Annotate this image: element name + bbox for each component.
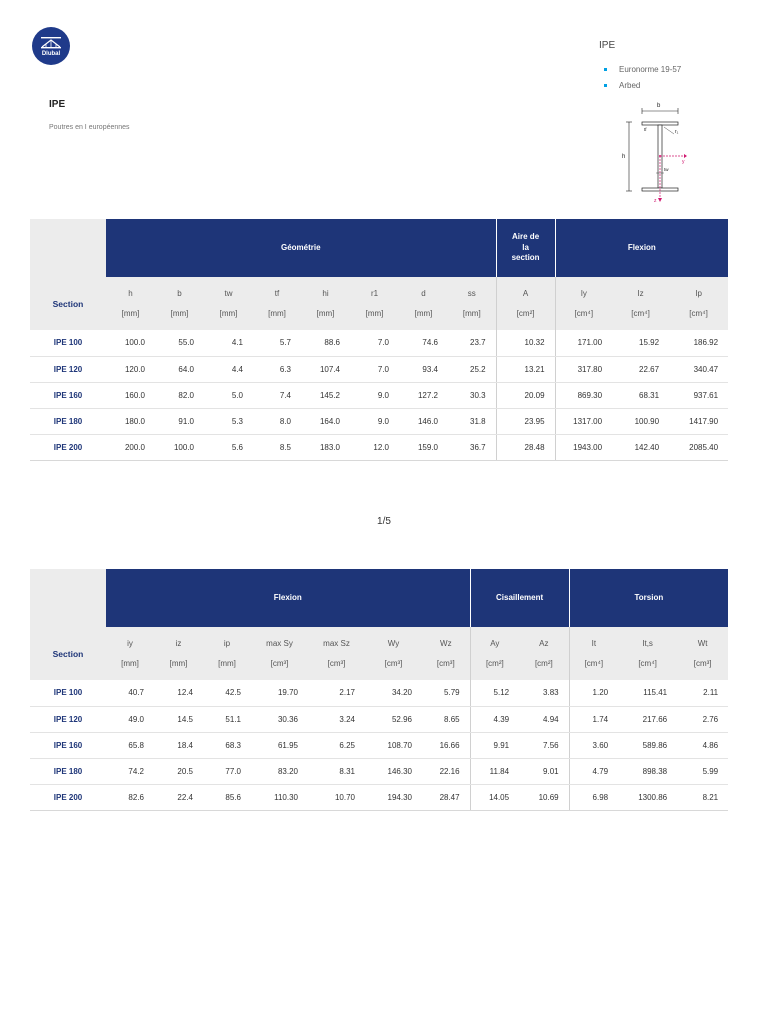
value-cell: 4.39 xyxy=(470,706,519,732)
band-torsion: Torsion xyxy=(569,569,728,627)
section-cell: IPE 180 xyxy=(30,758,106,784)
value-cell: 160.0 xyxy=(106,382,155,408)
table-header-row xyxy=(30,627,728,680)
label-y: y xyxy=(682,159,685,165)
value-cell: 51.1 xyxy=(203,706,251,732)
value-cell: 14.5 xyxy=(154,706,203,732)
value-cell: 23.7 xyxy=(448,330,496,356)
value-cell: 146.0 xyxy=(399,408,448,434)
value-cell: 4.4 xyxy=(204,356,253,382)
col-header: Wt [cm³] xyxy=(677,627,728,680)
value-cell: 8.65 xyxy=(422,706,470,732)
value-cell: 85.6 xyxy=(203,784,251,810)
label-r1: r₁ xyxy=(675,129,679,135)
section-header: Section xyxy=(30,277,106,330)
value-cell: 91.0 xyxy=(155,408,204,434)
col-header: Ip [cm⁴] xyxy=(669,277,728,330)
table-header-row xyxy=(30,277,728,330)
value-cell: 65.8 xyxy=(106,732,154,758)
value-cell: 93.4 xyxy=(399,356,448,382)
table-row xyxy=(30,784,728,810)
value-cell: 1300.86 xyxy=(618,784,677,810)
value-cell: 74.2 xyxy=(106,758,154,784)
value-cell: 340.47 xyxy=(669,356,728,382)
section-cell: IPE 100 xyxy=(30,330,106,356)
table-row xyxy=(30,408,728,434)
value-cell: 12.4 xyxy=(154,680,203,706)
col-header: tw [mm] xyxy=(204,277,253,330)
value-cell: 42.5 xyxy=(203,680,251,706)
value-cell: 107.4 xyxy=(301,356,350,382)
band-cisaillement: Cisaillement xyxy=(470,569,569,627)
value-cell: 2.76 xyxy=(677,706,728,732)
value-cell: 1.20 xyxy=(569,680,618,706)
value-cell: 31.8 xyxy=(448,408,496,434)
value-cell: 4.79 xyxy=(569,758,618,784)
value-cell: 317.80 xyxy=(555,356,612,382)
value-cell: 20.5 xyxy=(154,758,203,784)
label-z: z xyxy=(654,198,657,204)
value-cell: 30.3 xyxy=(448,382,496,408)
value-cell: 9.01 xyxy=(519,758,569,784)
col-header: Ay [cm²] xyxy=(470,627,519,680)
value-cell: 61.95 xyxy=(251,732,308,758)
value-cell: 5.0 xyxy=(204,382,253,408)
table-row xyxy=(30,758,728,784)
value-cell: 200.0 xyxy=(106,434,155,460)
table-row xyxy=(30,434,728,460)
value-cell: 127.2 xyxy=(399,382,448,408)
col-header: d [mm] xyxy=(399,277,448,330)
value-cell: 12.0 xyxy=(350,434,399,460)
band-flexion: Flexion xyxy=(106,569,470,627)
value-cell: 18.4 xyxy=(154,732,203,758)
value-cell: 8.5 xyxy=(253,434,301,460)
col-header: ss [mm] xyxy=(448,277,496,330)
col-header: hi [mm] xyxy=(301,277,350,330)
table-band-row xyxy=(30,219,728,277)
value-cell: 6.3 xyxy=(253,356,301,382)
value-cell: 23.95 xyxy=(496,408,555,434)
table-band-row xyxy=(30,569,728,627)
value-cell: 64.0 xyxy=(155,356,204,382)
value-cell: 110.30 xyxy=(251,784,308,810)
value-cell: 55.0 xyxy=(155,330,204,356)
col-header: h [mm] xyxy=(106,277,155,330)
section-cell: IPE 100 xyxy=(30,680,106,706)
value-cell: 5.6 xyxy=(204,434,253,460)
value-cell: 8.0 xyxy=(253,408,301,434)
col-header: b [mm] xyxy=(155,277,204,330)
value-cell: 9.0 xyxy=(350,408,399,434)
col-header: iz [mm] xyxy=(154,627,203,680)
col-header: max Sz [cm³] xyxy=(308,627,365,680)
table1-body xyxy=(30,330,728,460)
value-cell: 3.24 xyxy=(308,706,365,732)
value-cell: 68.31 xyxy=(612,382,669,408)
value-cell: 171.00 xyxy=(555,330,612,356)
value-cell: 1317.00 xyxy=(555,408,612,434)
value-cell: 15.92 xyxy=(612,330,669,356)
value-cell: 589.86 xyxy=(618,732,677,758)
col-header: Wz [cm³] xyxy=(422,627,470,680)
value-cell: 120.0 xyxy=(106,356,155,382)
value-cell: 869.30 xyxy=(555,382,612,408)
col-header: Az [cm²] xyxy=(519,627,569,680)
table-row xyxy=(30,706,728,732)
value-cell: 68.3 xyxy=(203,732,251,758)
value-cell: 4.1 xyxy=(204,330,253,356)
properties-table xyxy=(30,569,728,811)
value-cell: 11.84 xyxy=(470,758,519,784)
value-cell: 22.67 xyxy=(612,356,669,382)
value-cell: 49.0 xyxy=(106,706,154,732)
value-cell: 217.66 xyxy=(618,706,677,732)
col-header: tf [mm] xyxy=(253,277,301,330)
section-cell: IPE 160 xyxy=(30,732,106,758)
value-cell: 5.12 xyxy=(470,680,519,706)
bullet-icon xyxy=(604,68,607,71)
value-cell: 13.21 xyxy=(496,356,555,382)
value-cell: 8.21 xyxy=(677,784,728,810)
col-header: Wy [cm³] xyxy=(365,627,422,680)
bullet-icon xyxy=(604,84,607,87)
value-cell: 164.0 xyxy=(301,408,350,434)
value-cell: 74.6 xyxy=(399,330,448,356)
col-header: Iz [cm⁴] xyxy=(612,277,669,330)
band-area: Aire de la section xyxy=(496,219,555,277)
label-tf: tf xyxy=(644,127,647,132)
value-cell: 5.3 xyxy=(204,408,253,434)
value-cell: 5.79 xyxy=(422,680,470,706)
col-header: r1 [mm] xyxy=(350,277,399,330)
value-cell: 14.05 xyxy=(470,784,519,810)
bridge-icon xyxy=(40,36,62,50)
value-cell: 180.0 xyxy=(106,408,155,434)
value-cell: 4.86 xyxy=(677,732,728,758)
label-h: h xyxy=(622,154,626,160)
info-title: IPE xyxy=(599,40,616,51)
table-row xyxy=(30,732,728,758)
value-cell: 83.20 xyxy=(251,758,308,784)
label-b: b xyxy=(657,103,661,109)
info-item: Arbed xyxy=(604,78,681,94)
value-cell: 7.0 xyxy=(350,330,399,356)
value-cell: 5.7 xyxy=(253,330,301,356)
label-tw: tw xyxy=(664,167,669,172)
value-cell: 2085.40 xyxy=(669,434,728,460)
dlubal-logo xyxy=(32,27,70,65)
value-cell: 10.32 xyxy=(496,330,555,356)
value-cell: 9.91 xyxy=(470,732,519,758)
value-cell: 115.41 xyxy=(618,680,677,706)
value-cell: 25.2 xyxy=(448,356,496,382)
logo-text: Dlubal xyxy=(41,50,61,57)
value-cell: 6.25 xyxy=(308,732,365,758)
value-cell: 100.0 xyxy=(155,434,204,460)
section-cell: IPE 120 xyxy=(30,706,106,732)
col-header: It [cm⁴] xyxy=(569,627,618,680)
value-cell: 82.0 xyxy=(155,382,204,408)
col-header: max Sy [cm³] xyxy=(251,627,308,680)
value-cell: 937.61 xyxy=(669,382,728,408)
col-header: iy [mm] xyxy=(106,627,154,680)
value-cell: 7.0 xyxy=(350,356,399,382)
section-cell: IPE 180 xyxy=(30,408,106,434)
value-cell: 10.70 xyxy=(308,784,365,810)
value-cell: 100.90 xyxy=(612,408,669,434)
value-cell: 19.70 xyxy=(251,680,308,706)
col-header: ip [mm] xyxy=(203,627,251,680)
value-cell: 142.40 xyxy=(612,434,669,460)
value-cell: 7.56 xyxy=(519,732,569,758)
value-cell: 34.20 xyxy=(365,680,422,706)
document-subtitle: Poutres en I européennes xyxy=(49,124,130,131)
section-cell: IPE 200 xyxy=(30,784,106,810)
value-cell: 82.6 xyxy=(106,784,154,810)
section-cell: IPE 200 xyxy=(30,434,106,460)
value-cell: 4.94 xyxy=(519,706,569,732)
value-cell: 16.66 xyxy=(422,732,470,758)
col-header: It,s [cm⁴] xyxy=(618,627,677,680)
geometry-table xyxy=(30,219,728,461)
col-header: A [cm²] xyxy=(496,277,555,330)
value-cell: 22.4 xyxy=(154,784,203,810)
value-cell: 30.36 xyxy=(251,706,308,732)
section-header: Section xyxy=(30,627,106,680)
value-cell: 194.30 xyxy=(365,784,422,810)
value-cell: 1417.90 xyxy=(669,408,728,434)
value-cell: 159.0 xyxy=(399,434,448,460)
value-cell: 108.70 xyxy=(365,732,422,758)
band-flexion: Flexion xyxy=(555,219,728,277)
page-indicator: 1/5 xyxy=(377,516,391,527)
value-cell: 186.92 xyxy=(669,330,728,356)
section-cell: IPE 120 xyxy=(30,356,106,382)
value-cell: 2.17 xyxy=(308,680,365,706)
value-cell: 100.0 xyxy=(106,330,155,356)
table-row xyxy=(30,382,728,408)
value-cell: 2.11 xyxy=(677,680,728,706)
table-row xyxy=(30,356,728,382)
value-cell: 898.38 xyxy=(618,758,677,784)
table-row xyxy=(30,330,728,356)
value-cell: 183.0 xyxy=(301,434,350,460)
value-cell: 22.16 xyxy=(422,758,470,784)
value-cell: 36.7 xyxy=(448,434,496,460)
value-cell: 7.4 xyxy=(253,382,301,408)
value-cell: 146.30 xyxy=(365,758,422,784)
col-header: Iy [cm⁴] xyxy=(555,277,612,330)
value-cell: 77.0 xyxy=(203,758,251,784)
value-cell: 8.31 xyxy=(308,758,365,784)
value-cell: 20.09 xyxy=(496,382,555,408)
value-cell: 10.69 xyxy=(519,784,569,810)
value-cell: 145.2 xyxy=(301,382,350,408)
value-cell: 28.48 xyxy=(496,434,555,460)
value-cell: 9.0 xyxy=(350,382,399,408)
table2-body xyxy=(30,680,728,810)
value-cell: 6.98 xyxy=(569,784,618,810)
table-row xyxy=(30,680,728,706)
value-cell: 28.47 xyxy=(422,784,470,810)
value-cell: 3.60 xyxy=(569,732,618,758)
value-cell: 88.6 xyxy=(301,330,350,356)
info-list xyxy=(604,62,681,93)
value-cell: 1.74 xyxy=(569,706,618,732)
document-title: IPE xyxy=(49,99,66,110)
value-cell: 5.99 xyxy=(677,758,728,784)
info-item: Euronorme 19-57 xyxy=(604,62,681,78)
value-cell: 1943.00 xyxy=(555,434,612,460)
band-geometry: Géométrie xyxy=(106,219,496,277)
value-cell: 40.7 xyxy=(106,680,154,706)
value-cell: 52.96 xyxy=(365,706,422,732)
section-cell: IPE 160 xyxy=(30,382,106,408)
i-beam-section-diagram xyxy=(612,100,692,205)
value-cell: 3.83 xyxy=(519,680,569,706)
